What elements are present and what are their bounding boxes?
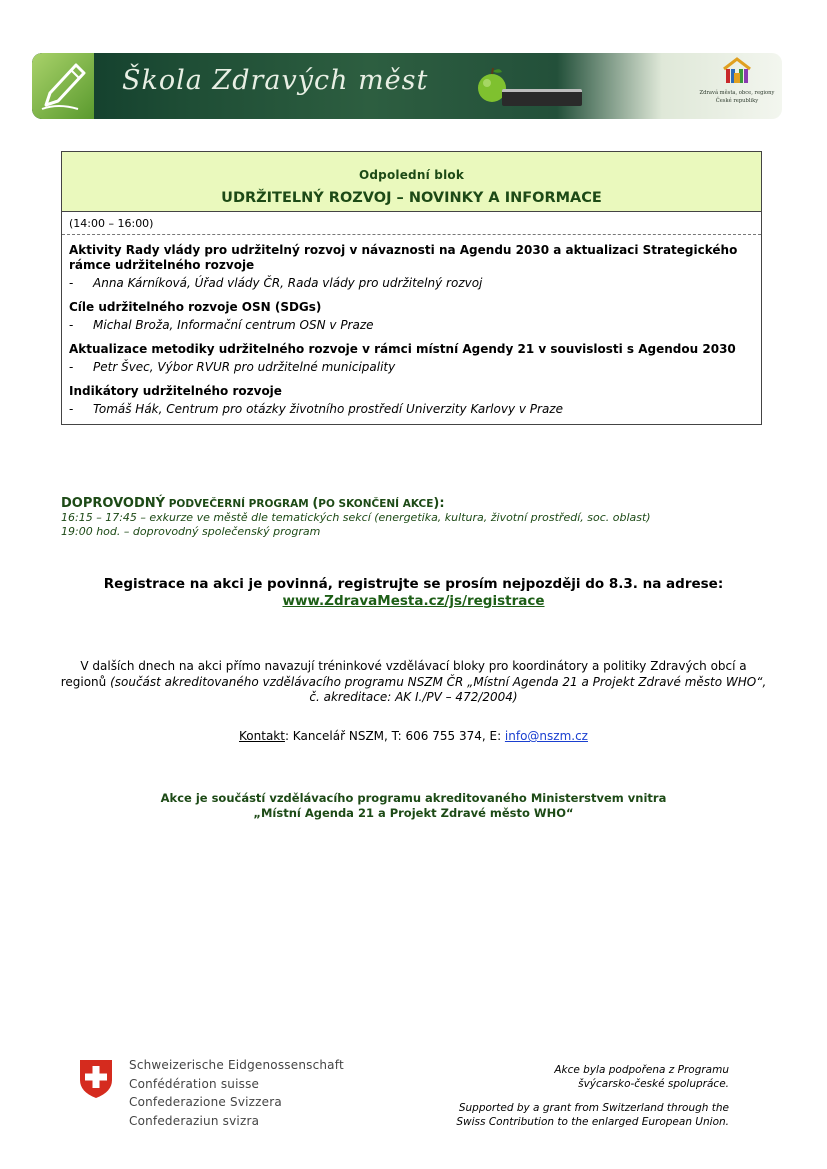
dash: - bbox=[69, 318, 74, 332]
program-header bbox=[62, 152, 761, 212]
contact-label: Kontakt bbox=[239, 729, 285, 743]
program-item bbox=[69, 384, 754, 417]
program-items bbox=[62, 235, 761, 424]
accreditation bbox=[40, 791, 787, 821]
item-speaker bbox=[69, 401, 754, 417]
info-italic: (součást akreditovaného vzdělávacího programu NSZM ČR „Místní Agenda 21 a Projekt Zdravé město WHO“, č. akreditace: AK I./PV – 472/2004) bbox=[110, 674, 767, 704]
swiss-name-it: Confederazione Svizzera bbox=[129, 1095, 282, 1109]
heading-small-1: PODVEČERNÍ PROGRAM bbox=[165, 498, 313, 510]
logo-text-2: České republiky bbox=[715, 98, 759, 104]
program-table bbox=[61, 151, 762, 425]
registration-link[interactable]: www.ZdravaMesta.cz/js/registrace bbox=[282, 593, 545, 609]
registration bbox=[40, 576, 787, 609]
paren-open: ( bbox=[312, 496, 319, 511]
speaker-name: Petr Švec, Výbor RVUR pro udržitelné municipality bbox=[93, 360, 396, 374]
support-en-2: Swiss Contribution to the enlarged European Union. bbox=[456, 1116, 729, 1128]
program-item bbox=[69, 243, 754, 291]
paren-close: ): bbox=[433, 496, 445, 511]
info-normal: V dalších dnech na akci přímo navazují tréninkové vzdělávací bloky pro koordinátory a politiky Zdravých obcí a regionů bbox=[60, 659, 747, 689]
contact-text: : Kancelář NSZM, T: 606 755 374, E: bbox=[284, 729, 505, 743]
support-cz-2: švýcarsko-české spolupráce. bbox=[578, 1078, 729, 1090]
accreditation-line-2: „Místní Agenda 21 a Projekt Zdravé město WHO“ bbox=[253, 806, 574, 820]
accompanying-program bbox=[61, 496, 761, 539]
program-item bbox=[69, 300, 754, 333]
speaker-name: Michal Broža, Informační centrum OSN v Praze bbox=[93, 318, 374, 332]
swiss-name-rm: Confederaziun svizra bbox=[129, 1113, 260, 1128]
banner-title: Škola Zdravých měst bbox=[122, 65, 429, 96]
swiss-names bbox=[129, 1056, 369, 1130]
info-paragraph bbox=[60, 659, 767, 706]
book-icon bbox=[502, 89, 582, 106]
item-speaker bbox=[69, 359, 754, 375]
swiss-name-de: Schweizerische Eidgenossenschaft bbox=[129, 1058, 344, 1072]
registration-text: Registrace na akci je povinná, registrujte se prosím nejpozději do 8.3. na adrese: bbox=[103, 576, 724, 592]
program-item bbox=[69, 342, 754, 375]
heading-small-2: PO SKONČENÍ AKCE bbox=[318, 498, 434, 510]
accompanying-line-1: 16:15 – 17:45 – exkurze ve městě dle tematických sekcí (energetika, kultura, životní prostředí, soc. oblast) bbox=[61, 511, 651, 524]
support-cz-1: Akce byla podpořena z Programu bbox=[554, 1064, 729, 1076]
pencil-icon bbox=[38, 59, 88, 113]
dash: - bbox=[69, 276, 74, 290]
healthy-cities-logo bbox=[694, 57, 780, 105]
swiss-shield-icon bbox=[78, 1058, 114, 1100]
accreditation-line-1: Akce je součástí vzdělávacího programu akreditovaného Ministerstvem vnitra bbox=[160, 791, 667, 805]
heading-big: DOPROVODNÝ bbox=[61, 496, 166, 511]
support-en-1: Supported by a grant from Switzerland through the bbox=[458, 1102, 729, 1114]
block-subtitle: UDRŽITELNÝ ROZVOJ – NOVINKY A INFORMACE bbox=[221, 190, 602, 206]
contact-email-link[interactable]: info@nszm.cz bbox=[504, 729, 588, 743]
accompanying-heading bbox=[61, 496, 761, 511]
item-title: Aktivity Rady vlády pro udržitelný rozvoj v návaznosti na Agendu 2030 a aktualizaci Strategického rámce udržitelného rozvoje bbox=[69, 243, 738, 272]
dash: - bbox=[69, 402, 74, 416]
house-logo-icon bbox=[721, 57, 753, 85]
contact-line bbox=[40, 729, 787, 743]
logo-text-1: Zdravá města, obce, regiony bbox=[699, 90, 775, 96]
swiss-name-fr: Confédération suisse bbox=[129, 1076, 260, 1091]
item-speaker bbox=[69, 317, 754, 333]
block-time: (14:00 – 16:00) bbox=[62, 212, 761, 235]
pencil-logo bbox=[32, 53, 94, 119]
support-note bbox=[456, 1063, 729, 1129]
accompanying-line-2: 19:00 hod. – doprovodný společenský program bbox=[61, 525, 321, 538]
speaker-name: Anna Kárníková, Úřad vlády ČR, Rada vlády pro udržitelný rozvoj bbox=[93, 276, 483, 290]
item-title: Aktualizace metodiky udržitelného rozvoje v rámci místní Agendy 21 v souvislosti s Agendou 2030 bbox=[69, 342, 736, 356]
speaker-name: Tomáš Hák, Centrum pro otázky životního prostředí Univerzity Karlovy v Praze bbox=[93, 402, 563, 416]
item-speaker bbox=[69, 275, 754, 291]
block-title: Odpolední blok bbox=[358, 168, 465, 182]
dash: - bbox=[69, 360, 74, 374]
item-title: Cíle udržitelného rozvoje OSN (SDGs) bbox=[69, 300, 322, 314]
header-banner bbox=[32, 53, 782, 119]
item-title: Indikátory udržitelného rozvoje bbox=[69, 384, 282, 398]
